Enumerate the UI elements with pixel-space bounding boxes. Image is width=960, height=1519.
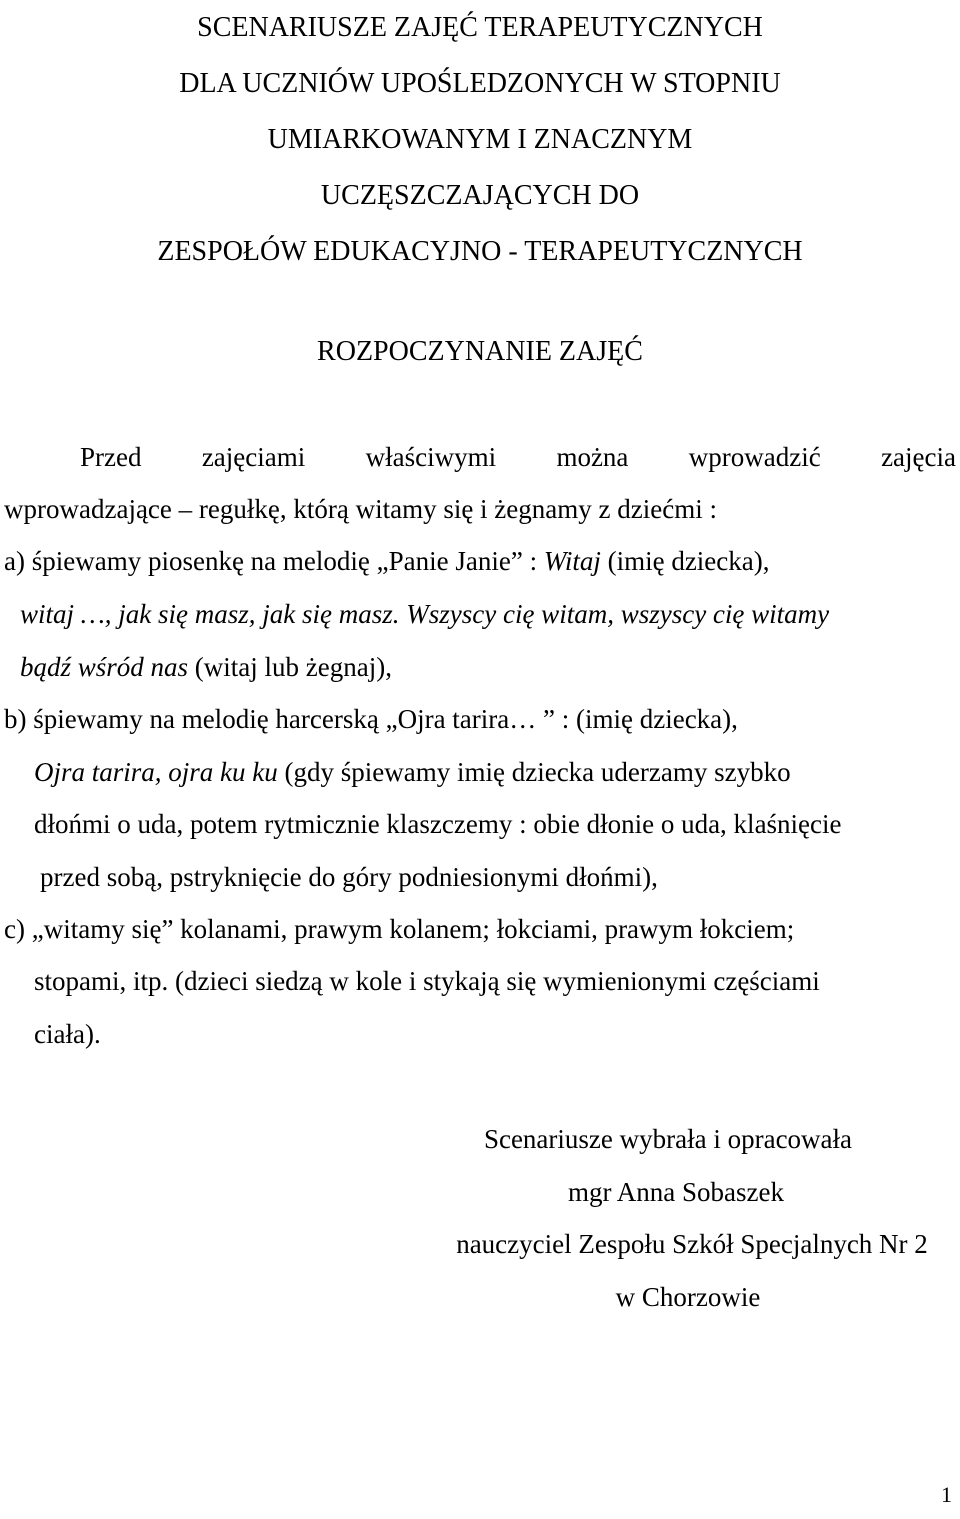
title-line-4: UCZĘSZCZAJĄCYCH DO [320,180,640,211]
item-b-line-1: b) śpiewamy na melodię harcerską „Ojra tarira… ” : (imię dziecka), [4,704,738,734]
item-b-text: (gdy śpiewamy imię dziecka uderzamy szybko [277,757,791,787]
intro-word: można [556,442,629,472]
intro-word: wprowadzić [688,442,821,472]
title-line-3: UMIARKOWANYM I ZNACZNYM [267,124,693,155]
item-a-text: a) śpiewamy piosenkę na melodię „Panie Janie” : [4,546,544,576]
section-heading: ROZPOCZYNANIE ZAJĘĆ [317,336,643,367]
item-a-italic: bądź wśród nas [20,652,189,682]
intro-line-1 [80,440,956,474]
item-a-line-1 [4,544,770,578]
item-c-line-1: c) „witamy się” kolanami, prawym kolanem; łokciami, prawym łokciem; [4,914,795,944]
signature-line-4: w Chorzowie [615,1282,761,1312]
item-b-line-4: przed sobą, pstryknięcie do góry podniesionymi dłońmi), [40,862,658,892]
item-b-italic: Ojra tarira, ojra ku ku [34,757,278,787]
item-c-line-2: stopami, itp. (dzieci siedzą w kole i stykają się wymienionymi częściami [34,966,820,996]
title-line-5: ZESPOŁÓW EDUKACYJNO - TERAPEUTYCZNYCH [157,236,803,267]
document-title [0,0,960,280]
item-b-line-3: dłońmi o uda, potem rytmicznie klaszczemy : obie dłonie o uda, klaśnięcie [34,809,842,839]
intro-word: właściwymi [365,442,497,472]
signature-line-1: Scenariusze wybrała i opracowała [483,1124,853,1154]
item-a-line-3 [20,650,392,684]
intro-word: zajęcia [881,442,956,472]
item-b-line-2 [34,755,791,789]
intro-line-2: wprowadzające – regułkę, którą witamy się i żegnamy z dziećmi : [4,494,717,524]
item-a-line-2 [20,597,829,631]
title-line-1: SCENARIUSZE ZAJĘĆ TERAPEUTYCZNYCH [197,12,763,43]
item-a-text: (witaj lub żegnaj), [188,652,392,682]
signature-line-3: nauczyciel Zespołu Szkół Specjalnych Nr 2 [456,1229,928,1259]
item-c-line-3: ciała). [34,1019,101,1049]
page-number: 1 [941,1482,952,1507]
intro-word: zajęciami [201,442,306,472]
intro-word: Przed [80,442,142,472]
title-line-2: DLA UCZNIÓW UPOŚLEDZONYCH W STOPNIU [179,68,781,99]
item-a-italic: witaj …, jak się masz, jak się masz. Wszyscy cię witam, wszyscy cię witamy [20,599,830,629]
item-a-italic: Witaj [543,546,601,576]
item-a-text: (imię dziecka), [600,546,770,576]
signature-line-2: mgr Anna Sobaszek [568,1177,784,1207]
